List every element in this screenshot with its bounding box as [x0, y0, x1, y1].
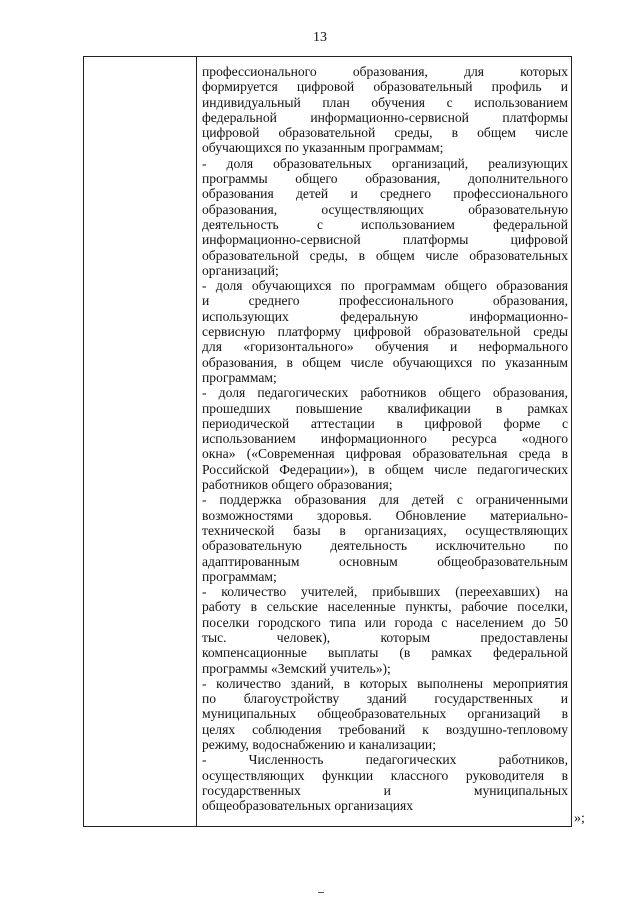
text-line: возможностями здоровья. Обновление материально-	[202, 507, 568, 523]
text-line: образовательную деятельность исключительно по	[202, 538, 568, 554]
text-line: по благоустройству зданий государственных и	[202, 691, 568, 707]
text-line: муниципальных общеобразовательных организаций в	[202, 706, 568, 722]
text-line: цифровой образовательной среды, в общем числе	[202, 125, 568, 141]
text-line: индивидуальный план обучения с использованием	[202, 94, 568, 110]
table-left-cell	[84, 57, 197, 826]
text-line: - доля образовательных организаций, реализующих	[202, 155, 568, 171]
text-line: работников общего образования;	[202, 477, 393, 493]
closing-quote: »;	[574, 811, 585, 826]
text-line: целях соблюдения требований к воздушно-тепловому	[202, 721, 568, 737]
text-line: образования, осуществляющих образовательную	[202, 201, 568, 217]
text-line: образования, в общем числе обучающихся по указанным	[202, 354, 568, 370]
text-line: окна» («Современная цифровая образовательная среда в	[202, 446, 568, 462]
text-line: периодической аттестации в цифровой форме с	[202, 415, 568, 431]
text-line: программы общего образования, дополнительного	[202, 171, 568, 187]
text-line: информационно-сервисной платформы цифровой	[202, 232, 568, 248]
text-line: обучающихся по указанным программам;	[202, 140, 444, 156]
text-line: работу в сельские населенные пункты, рабочие поселки,	[202, 599, 568, 615]
text-line: - поддержка образования для детей с ограниченными	[202, 492, 568, 508]
text-line: осуществляющих функции классного руководителя в	[202, 767, 568, 783]
text-line: использованием информационного ресурса «одного	[202, 431, 568, 447]
text-line: программам;	[202, 369, 277, 385]
text-line: формируется цифровой образовательный профиль и	[202, 79, 568, 95]
text-line: - количество учителей, прибывших (переехавших) на	[202, 584, 568, 600]
text-line: программам;	[202, 568, 277, 584]
text-line: Российской Федерации»), в общем числе педагогических	[202, 461, 568, 477]
text-line: сервисную платформу цифровой образовательной среды	[202, 324, 568, 340]
text-line: - доля педагогических работников общего образования,	[202, 385, 568, 401]
text-line: - Численность педагогических работников,	[202, 752, 568, 768]
bottom-mark	[318, 892, 324, 893]
text-line: деятельность с использованием федеральной	[202, 216, 568, 232]
text-line: общеобразовательных организациях	[202, 798, 414, 814]
text-line: прошедших повышение квалификации в рамках	[202, 400, 568, 416]
text-line: программы «Земский учитель»);	[202, 660, 391, 676]
text-line: поселки городского типа или города с населением до 50	[202, 614, 568, 630]
text-line: для «горизонтального» обучения и неформального	[202, 339, 568, 355]
text-line: профессионального образования, для которых	[202, 64, 568, 79]
text-line: организаций;	[202, 262, 279, 278]
text-line: режиму, водоснабжению и канализации;	[202, 737, 436, 753]
text-line: - доля обучающихся по программам общего образования	[202, 278, 568, 294]
text-line: государственных и муниципальных	[202, 782, 568, 798]
text-line: адаптированным основным общеобразовательным	[202, 553, 568, 569]
text-line: компенсационные выплаты (в рамках федеральной	[202, 645, 568, 661]
text-line: образовательной среды, в общем числе образовательных	[202, 247, 568, 263]
table-right-cell	[198, 57, 571, 826]
text-line: федеральной информационно-сервисной платформы	[202, 109, 568, 125]
text-line: использующих федеральную информационно-	[202, 308, 568, 324]
content-table	[83, 56, 572, 827]
text-line: - количество зданий, в которых выполнены мероприятия	[202, 675, 568, 691]
text-line: и среднего профессионального образования,	[202, 293, 568, 309]
text-line: образования детей и среднего профессионального	[202, 186, 568, 202]
page-number: 13	[313, 30, 327, 45]
text-line: тыс. человек), которым предоставлены	[202, 629, 568, 645]
text-line: технической базы в организациях, осуществляющих	[202, 522, 568, 538]
